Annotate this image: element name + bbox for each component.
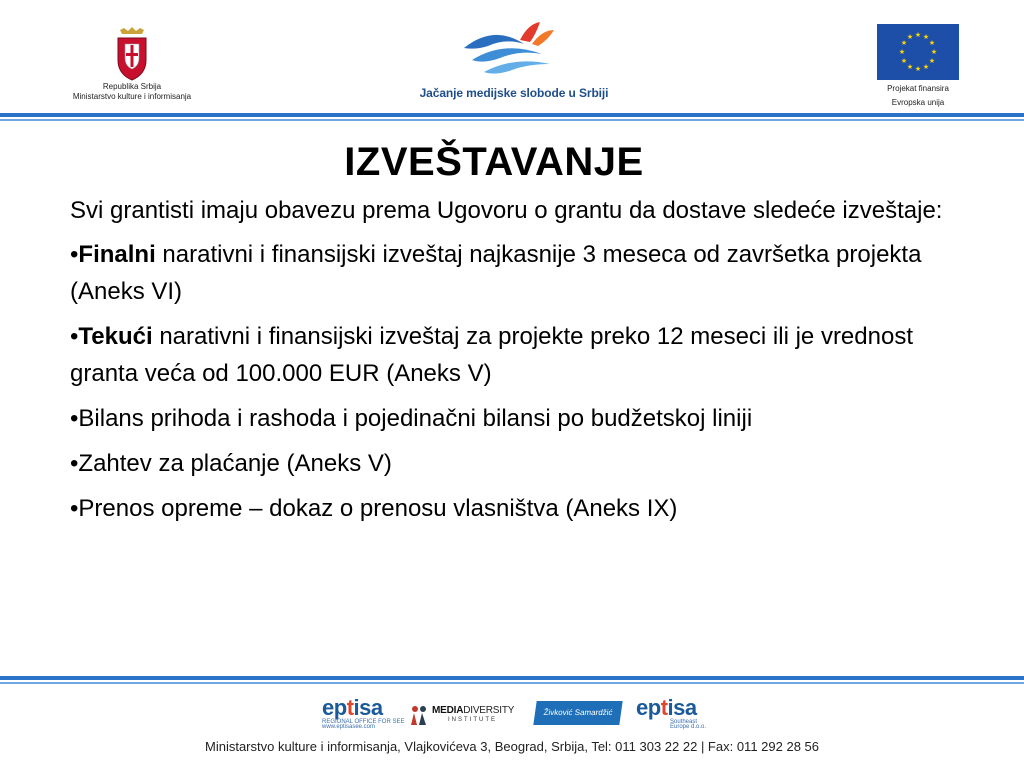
list-item-bold: Finalni bbox=[78, 241, 156, 268]
logo-text: isa bbox=[353, 695, 383, 720]
logo-subtitle: REGIONAL OFFICE FOR SEE bbox=[322, 719, 405, 725]
logo-text: isa bbox=[667, 695, 697, 720]
header-divider-thin bbox=[0, 119, 1024, 121]
list-item-bold: Tekući bbox=[78, 323, 153, 350]
list-item bbox=[70, 318, 950, 392]
slide-content bbox=[70, 192, 950, 535]
logo-text: t bbox=[660, 695, 668, 720]
eu-flag-logo bbox=[862, 24, 974, 108]
svg-text:★: ★ bbox=[922, 63, 930, 71]
list-item-text: narativni i finansijski izveštaj za projekte preko 12 meseci ili je vrednost granta veća od 100.000 EUR (Aneks V) bbox=[70, 323, 913, 387]
svg-text:★: ★ bbox=[900, 57, 908, 65]
list-item bbox=[70, 445, 950, 482]
media-diversity-institute-logo bbox=[410, 705, 520, 725]
center-logo-caption: Jačanje medijske slobode u Srbiji bbox=[419, 86, 609, 100]
list-item-text: Bilans prihoda i rashoda i pojedinačni bilansi po budžetskoj liniji bbox=[78, 405, 753, 432]
left-logo-caption-1: Republika Srbija bbox=[102, 82, 162, 91]
svg-text:★: ★ bbox=[898, 48, 906, 56]
logo-text: MEDIA bbox=[432, 705, 464, 716]
svg-text:★: ★ bbox=[914, 65, 922, 73]
svg-text:★: ★ bbox=[906, 63, 914, 71]
mdi-name bbox=[432, 705, 514, 716]
mdi-institute: INSTITUTE bbox=[448, 717, 497, 723]
logo-text: ep bbox=[322, 695, 347, 720]
list-item-text: narativni i finansijski izveštaj najkasnije 3 meseca od završetka projekta (Aneks VI) bbox=[70, 241, 922, 305]
left-logo-caption-2: Ministarstvo kulture i informisanja bbox=[72, 92, 192, 101]
logo-subtitle: Southeast bbox=[670, 719, 698, 725]
slide-title: IZVEŠTAVANJE bbox=[344, 140, 644, 184]
svg-text:★: ★ bbox=[900, 39, 908, 47]
logo-subtitle: Europe d.o.o. bbox=[670, 724, 707, 730]
list-item bbox=[70, 236, 950, 310]
footer-divider-thin bbox=[0, 682, 1024, 684]
eptisa-regional-logo bbox=[322, 695, 404, 731]
list-item bbox=[70, 400, 950, 437]
svg-text:★: ★ bbox=[928, 39, 936, 47]
list-item-text: Zahtev za plaćanje (Aneks V) bbox=[78, 450, 392, 477]
footer-contact: Ministarstvo kulture i informisanja, Vlajkovićeva 3, Beograd, Srbija, Tel: 011 303 22 22 | Fax: 011 292 28 56 bbox=[205, 739, 819, 754]
svg-text:★: ★ bbox=[906, 33, 914, 41]
svg-text:★: ★ bbox=[922, 33, 930, 41]
svg-text:★: ★ bbox=[914, 31, 922, 39]
eu-flag-icon bbox=[877, 24, 959, 80]
serbia-coat-of-arms-logo bbox=[62, 26, 202, 110]
right-logo-caption-1: Projekat finansira bbox=[887, 84, 949, 93]
eptisa-southeast-logo bbox=[636, 695, 706, 731]
list-item bbox=[70, 490, 950, 527]
bird-wave-icon bbox=[454, 20, 574, 84]
intro-text: Svi grantisti imaju obavezu prema Ugovoru o grantu da dostave sledeće izveštaje: bbox=[70, 197, 943, 224]
header-divider bbox=[0, 113, 1024, 117]
logo-text: t bbox=[346, 695, 354, 720]
media-freedom-logo bbox=[398, 20, 630, 108]
footer-divider bbox=[0, 676, 1024, 680]
right-logo-caption-2: Evropska unija bbox=[891, 98, 945, 107]
svg-text:★: ★ bbox=[928, 57, 936, 65]
list-item-text: Prenos opreme – dokaz o prenosu vlasništva (Aneks IX) bbox=[78, 495, 678, 522]
coat-of-arms-icon bbox=[114, 26, 150, 82]
mdi-figure-icon bbox=[410, 705, 428, 725]
svg-text:★: ★ bbox=[930, 48, 938, 56]
logo-text: ep bbox=[636, 695, 661, 720]
partner-logos bbox=[0, 695, 1024, 735]
logo-text: DIVERSITY bbox=[463, 705, 515, 716]
logo-url: www.eptisasee.com bbox=[322, 724, 376, 730]
zivkovic-samardzic-logo: Živković Samardžić bbox=[533, 701, 622, 725]
